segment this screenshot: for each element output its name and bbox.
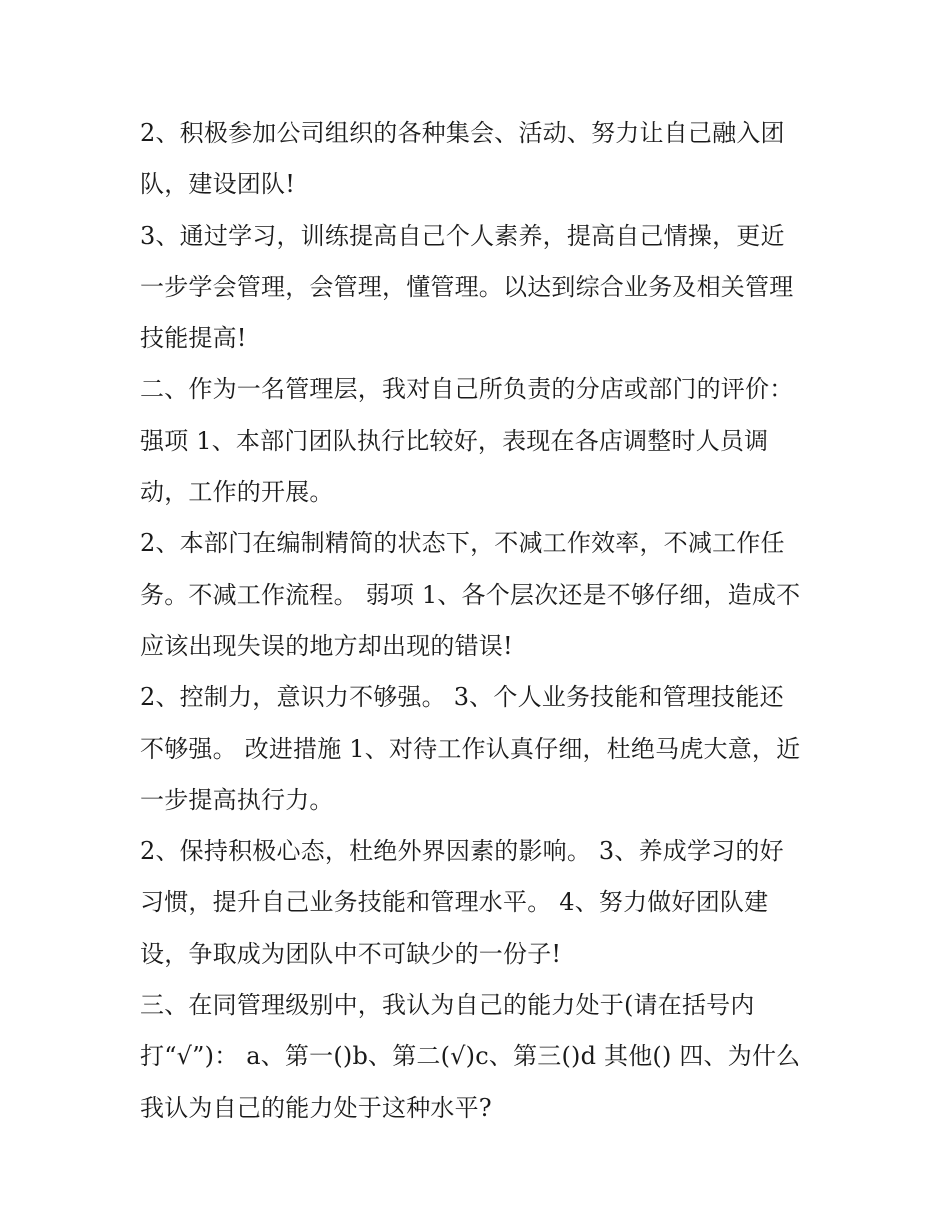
text-line: 2、本部门在编制精简的状态下，不减工作效率，不减工作任 <box>140 529 785 558</box>
text-line: 技能提高! <box>140 324 247 353</box>
text-line: 队，建设团队! <box>140 170 296 199</box>
text-line: 强项 1、本部门团队执行比较好，表现在各店调整时人员调 <box>140 426 769 455</box>
text-line: 二、作为一名管理层，我对自己所负责的分店或部门的评价： <box>140 375 794 404</box>
text-line: 三、在同管理级别中，我认为自己的能力处于(请在括号内 <box>140 991 755 1020</box>
text-line: 我认为自己的能力处于这种水平? <box>140 1093 492 1122</box>
text-line: 3、通过学习，训练提高自己个人素养，提高自己情操，更近 <box>140 221 785 250</box>
text-line: 2、保持积极心态，杜绝外界因素的影响。 3、养成学习的好 <box>140 837 784 866</box>
text-line: 打“√”)： a、第一()b、第二(√)c、第三()d 其他() 四、为什么 <box>140 1042 801 1071</box>
text-line: 务。不减工作流程。 弱项 1、各个层次还是不够仔细，造成不 <box>140 580 801 609</box>
text-line: 应该出现失误的地方却出现的错误! <box>140 631 513 660</box>
text-line: 动，工作的开展。 <box>140 478 334 507</box>
text-line: 2、控制力，意识力不够强。 3、个人业务技能和管理技能还 <box>140 683 784 712</box>
text-line: 2、积极参加公司组织的各种集会、活动、努力让自己融入团 <box>140 119 785 147</box>
text-line: 设，争取成为团队中不可缺少的一份子! <box>140 939 562 968</box>
text-line: 习惯，提升自己业务技能和管理水平。 4、努力做好团队建 <box>140 888 769 917</box>
text-line: 一步学会管理，会管理，懂管理。以达到综合业务及相关管理 <box>140 272 794 301</box>
document-body <box>140 108 820 1134</box>
text-line: 不够强。 改进措施 1、对待工作认真仔细，杜绝马虎大意，近 <box>140 734 801 763</box>
text-line: 一步提高执行力。 <box>140 785 334 814</box>
